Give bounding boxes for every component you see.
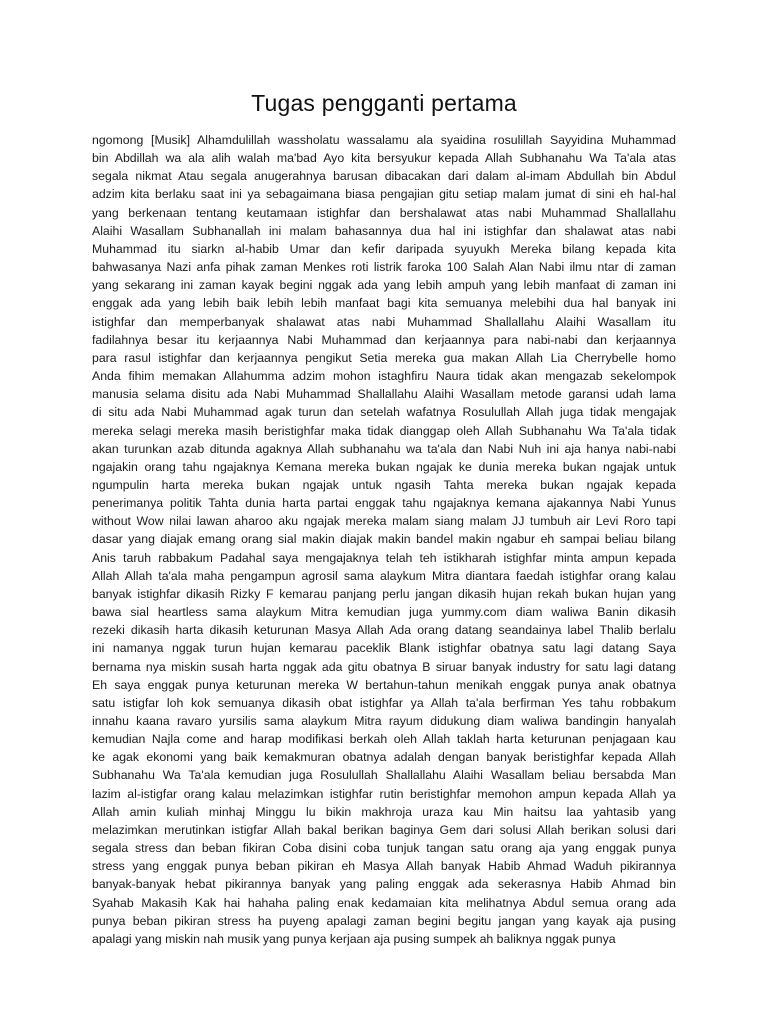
document-line: without Wow nilai lawan aharoo aku ngajak mereka malam siang malam JJ tumbuh air Levi Roro tapi bbox=[92, 514, 676, 529]
document-line: stress yang enggak punya beban pikiran eh Masya Allah banyak Habib Ahmad Waduh pikirannya bbox=[92, 859, 676, 874]
document-line: banyak istighfar dikasih Rizky F kemarau panjang perlu jangan dikasih hujan rekah bukan hujan yang bbox=[92, 586, 676, 601]
document-line: mereka selagi mereka masih beristighfar maka tidak dianggap oleh Allah Subhanahu Wa Ta'ala tidak bbox=[92, 423, 676, 438]
document-line: penerimanya politik Tahta dunia harta partai enggak tahu ngajaknya kemana ajakannya Nabi Yunus bbox=[92, 496, 676, 511]
document-line: punya beban pikiran stress ha puyeng apalagi zaman begini begitu jangan yang kayak aja pusing bbox=[92, 913, 676, 928]
document-line: para rasul istighfar dan kerjaannya pengikut Setia mereka gua makan Allah Lia Cherrybelle homo bbox=[92, 350, 676, 365]
document-line: Syahab Makasih Kak hai hahaha paling enak kedamaian kita melihatnya Abdul semua orang ada bbox=[92, 895, 676, 910]
document-line: ngomong [Musik] Alhamdulillah wassholatu wassalamu ala syaidina rosulillah Sayyidina Muhammad bbox=[92, 133, 676, 147]
document-line: yang berkenaan tentang keutamaan istighfar dan bershalawat atas nabi Muhammad Shallallahu bbox=[92, 205, 676, 220]
document-line: di situ ada Nabi Muhammad agak turun dan setelah wafatnya Rosulullah Allah juga tidak mengajak bbox=[92, 405, 676, 420]
document-line: bernama nya miskin susah harta nggak ada gitu obatnya B siruar banyak industry for satu lagi datang bbox=[92, 659, 676, 674]
document-line: banyak-banyak hebat pikirannya banyak yang paling enggak ada sekerasnya Habib Ahmad bin bbox=[92, 877, 676, 892]
document-line: ke agak ekonomi yang baik kemakmuran obatnya adalah dengan banyak beristighfar kepada Allah bbox=[92, 750, 676, 765]
document-line: innahu kaana ravaro yursilis sama alaykum Mitra rayum didukung diam waliwa bandingin hanyalah bbox=[92, 714, 676, 728]
document-line: bin Abdillah wa ala alih walah ma'bad Ayo kita bersyukur kepada Allah Subhanahu Wa Ta'ala atas bbox=[92, 151, 676, 166]
document-line: Muhammad itu siarkn al-habib Umar dan kefir daripada syuyukh Mereka bilang kepada kita bbox=[92, 241, 676, 256]
document-line: adzim kita berlaku saat ini ya sebagaimana biasa pengajian gitu setiap malam jumat di sini eh hal-hal bbox=[92, 187, 676, 202]
document-line: bahwasanya Nazi anfa pihak zaman Menkes roti listrik faroka 100 Salah Alan Nabi ilmu ntar di zaman bbox=[92, 260, 676, 275]
document-line: ini namanya nggak turun hujan kemarau paceklik Blank istighfar obatnya satu lagi datang Saya bbox=[92, 641, 676, 656]
document-line: kemudian Najla come and harap modifikasi berkah oleh Allah taklah harta keturunan penjagaan kau bbox=[92, 732, 676, 747]
document-line: akan turunkan azab ditunda agaknya Allah subhanahu wa ta'ala dan Nabi Nuh ini aja hanya nabi-nabi bbox=[92, 441, 676, 456]
document-line: ngajakin orang tahu ngajaknya Kemana mereka bukan ngajak ke dunia mereka bukan ngajak untuk bbox=[92, 459, 676, 474]
document-line: enggak ada yang lebih baik lebih lebih manfaat bagi kita semuanya melebihi dua hal banyak ini bbox=[92, 296, 676, 311]
document-line: dasar yang diajak emang orang sial makin diajak makin bandel makin ngabur eh sampai beliau bilang bbox=[92, 532, 676, 547]
document-line: Subhanahu Wa Ta'ala kemudian juga Rosulullah Shallallahu Alaihi Wasallam beliau bersabda Man bbox=[92, 768, 676, 783]
document-line: satu istigfar loh kok semuanya dikasih obat istighfar ya Allah ta'ala berfirman Yes tahu robbakum bbox=[92, 695, 676, 710]
document-line: Anda fihim memakan Allahumma adzim mohon istaghfiru Naura tidak akan mengazab sekelompok bbox=[92, 369, 676, 384]
document-line: segala nikmat Atau segala anugerahnya barusan dibacakan dari dalam al-imam Abdullah bin Abdul bbox=[92, 169, 676, 184]
document-line: Alaihi Wasallam Subhanallah ini malam bahasannya dua hal ini istighfar dan shalawat atas nabi bbox=[92, 223, 676, 238]
document-line: Allah Allah ta'ala maha pengampun agrosil sama alaykum Mitra diantara faedah istighfar orang kalau bbox=[92, 568, 676, 583]
document-body bbox=[92, 131, 676, 948]
document-line: segala stress dan beban fikiran Coba disini coba tunjuk tangan satu orang aja yang enggak punya bbox=[92, 841, 676, 856]
page-title: Tugas pengganti pertama bbox=[251, 90, 517, 116]
document-line: apalagi yang miskin nah musik yang punya kerjaan aja pusing sumpek ah baliknya nggak punya bbox=[92, 931, 616, 946]
document-line: manusia selama disitu ada Nabi Muhammad Shallallahu Alaihi Wasallam metode garansi udah lama bbox=[92, 387, 676, 402]
document-line: Allah amin kuliah minhaj Minggu lu bikin makhroja uraza kau Min haitsu laa yahtasib yang bbox=[92, 804, 676, 819]
document-line: istighfar dan memperbanyak shalawat atas nabi Muhammad Shallallahu Alaihi Wasallam itu bbox=[92, 314, 676, 329]
document-line: fadilahnya besar itu kerjaannya Nabi Muhammad dan kerjaannya para nabi-nabi dan kerjaannya bbox=[92, 332, 676, 347]
document-line: lazim al-istigfar orang kalau melazimkan istighfar rutin beristighfar memohon ampun kepada Allah ya bbox=[92, 786, 676, 801]
document-line: Eh saya enggak punya keturunan mereka W bertahun-tahun menikah enggak punya anak obatnya bbox=[92, 677, 676, 692]
document-line: rezeki dikasih harta dikasih keturunan Masya Allah Ada orang datang seandainya label Thalib berlalu bbox=[92, 623, 676, 638]
document-line: yang sekarang ini zaman kayak begini nggak ada yang lebih ampuh yang lebih manfaat di zaman ini bbox=[92, 278, 676, 293]
document-line: melazimkan merutinkan istigfar Allah bakal berikan baginya Gem dari solusi Allah berikan solusi dari bbox=[92, 822, 676, 837]
document-line: Anis taruh rabbakum Padahal saya mengajaknya telah teh istikharah istighfar minta ampun kepada bbox=[92, 550, 676, 565]
document-line: ngumpulin harta mereka bukan ngajak untuk ngasih Tahta mereka bukan ngajak kepada bbox=[92, 477, 676, 492]
document-line: bawa sial heartless sama alaykum Mitra kemudian juga yummy.com diam waliwa Banin dikasih bbox=[92, 605, 676, 620]
